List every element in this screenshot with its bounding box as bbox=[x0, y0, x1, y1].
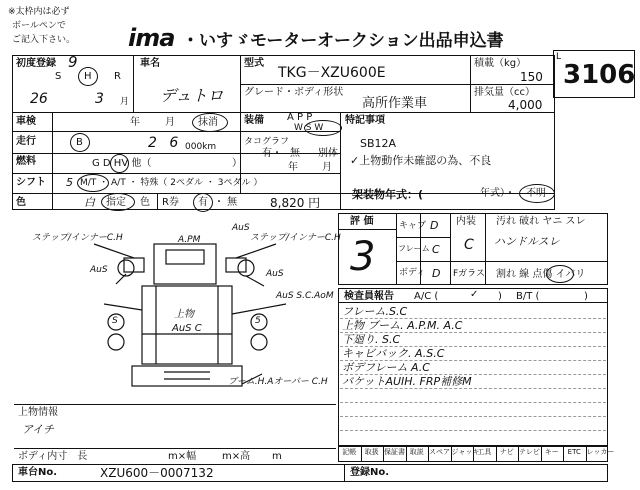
footer-col-label: 記帳 bbox=[342, 448, 357, 456]
lot-number: 3106 bbox=[563, 60, 636, 90]
fuel-label: 燃料 bbox=[16, 156, 36, 167]
footer-col-divider bbox=[586, 446, 587, 462]
ima-logo: ima bbox=[128, 24, 175, 52]
interior-grade: C bbox=[464, 237, 474, 253]
footer-col-label: テレビ bbox=[519, 448, 540, 456]
inspection-year: 年 bbox=[130, 117, 140, 128]
recycle-have-circle bbox=[193, 193, 213, 212]
top-note-3: ご記入下さい。 bbox=[12, 35, 76, 45]
footer-col-divider bbox=[361, 446, 362, 462]
bt-label: B/T ( bbox=[516, 291, 540, 302]
displacement-value: 4,000 bbox=[508, 98, 543, 112]
shift-speed: 5 bbox=[66, 176, 73, 189]
footer-col-label: キー bbox=[544, 448, 559, 456]
body-check-label-body: ボディ bbox=[399, 268, 426, 278]
color-designated: 指定 bbox=[106, 197, 126, 208]
footer-col-divider bbox=[541, 446, 542, 462]
interior-notes-header: 汚れ 破れ ヤニ スレ bbox=[496, 216, 586, 227]
footer-col-divider bbox=[473, 446, 474, 462]
body-check-label-cab: キャブ bbox=[399, 221, 427, 231]
label-upper: 上物 bbox=[174, 309, 194, 320]
footer-col-label: 取扱 bbox=[364, 448, 379, 456]
upper-info-label: 上物情報 bbox=[18, 407, 58, 418]
tacho-none: 無 bbox=[290, 148, 300, 159]
footer-col-divider bbox=[496, 446, 497, 462]
special-label: 特記事項 bbox=[345, 115, 385, 126]
era-h: H bbox=[84, 71, 92, 82]
recycle-none: ・ 無 bbox=[214, 197, 238, 208]
top-note-2: ボールペンで bbox=[12, 21, 66, 31]
special-line2: ✓上物動作未確認の為、不良 bbox=[350, 154, 492, 167]
model-label: 型式 bbox=[244, 58, 264, 69]
report-line: 下廻り. S.C bbox=[342, 333, 401, 346]
report-line: 上物 ブーム. A.P.M. A.C bbox=[342, 319, 463, 332]
report-line: ボデフレーム A.C bbox=[342, 361, 430, 374]
fuel-options: G D HV 他（ bbox=[92, 158, 152, 169]
evaluation-score: 3 bbox=[350, 234, 376, 280]
interior-label: 内装 bbox=[456, 216, 476, 227]
footer-col-label: ジャッキ bbox=[451, 448, 480, 456]
footer-col-label: レッカー bbox=[586, 448, 615, 456]
form-title: ・いすゞモーターオークション出品申込書 bbox=[182, 31, 504, 51]
label-boom: ブーム.H.Aオーバー C.H bbox=[228, 377, 328, 387]
recycle-label: R券 bbox=[162, 197, 179, 208]
label-apm: A.PM bbox=[178, 235, 201, 245]
recycle-amount: 8,820 円 bbox=[270, 196, 321, 210]
label-wheel-s: S bbox=[112, 316, 118, 326]
capacity-label: 積載（kg） bbox=[474, 58, 527, 69]
mileage-unit: 000km bbox=[185, 142, 217, 152]
first-reg-hand: 9 bbox=[68, 53, 78, 71]
era-r: R bbox=[114, 71, 121, 82]
color-designated-circle bbox=[101, 193, 135, 211]
tacho-separate: 別体 bbox=[318, 148, 338, 159]
inspector-label: 検査員報告 bbox=[344, 291, 394, 302]
wheel-rear-left-1 bbox=[108, 334, 124, 350]
upper-info-value: アイチ bbox=[22, 423, 55, 436]
tacho-have: 有・ bbox=[262, 148, 282, 159]
rear-outline bbox=[132, 366, 242, 386]
label-au5-right: AuS bbox=[266, 269, 284, 279]
equipment-sub: W S W bbox=[294, 123, 324, 133]
registration-label: 登録No. bbox=[350, 467, 390, 478]
removable-unknown: 不明 bbox=[526, 188, 546, 199]
footer-col-divider bbox=[563, 446, 564, 462]
label-au5-top: AuS bbox=[232, 223, 250, 233]
model-value: TKG－XZU600E bbox=[278, 65, 386, 81]
footer-col-divider bbox=[451, 446, 452, 462]
footer-col-label: ETC bbox=[567, 448, 581, 456]
first-reg-label: 初度登録 bbox=[16, 58, 56, 69]
displacement-label: 排気量（cc） bbox=[474, 87, 535, 98]
color-value: 白 bbox=[84, 196, 95, 209]
shift-options: M/T ・ A/T ・ 特殊（ 2ペダル ・ 3ペダル ） bbox=[80, 178, 263, 188]
shift-mt-circle bbox=[77, 174, 109, 192]
footer-col-label: 取説 bbox=[409, 448, 424, 456]
color-kind: 色 bbox=[140, 197, 150, 208]
body-dims-h: m×高 bbox=[222, 451, 251, 462]
ac-value: ✓ bbox=[470, 289, 479, 300]
label-au5-left: AuS bbox=[90, 265, 108, 275]
interior-notes-hand: ハンドルスレ bbox=[494, 235, 560, 248]
glass-label: Fガラス bbox=[453, 269, 485, 279]
body-check-label-frame: フレーム bbox=[398, 244, 430, 253]
bt-close: ) bbox=[584, 291, 588, 302]
report-line: フレーム.S.C bbox=[342, 305, 408, 318]
inspection-label: 車検 bbox=[16, 116, 36, 127]
era-h-circle bbox=[78, 67, 98, 86]
equipment-items: A P P bbox=[287, 112, 313, 123]
fuel-d-circle bbox=[110, 154, 129, 173]
body-check-grade-cab: D bbox=[430, 219, 439, 232]
inspection-status: 抹消 bbox=[198, 117, 218, 128]
body-dims-w: m×幅 bbox=[168, 451, 197, 462]
equipment-circle bbox=[304, 120, 342, 136]
footer-col-label: スペア bbox=[429, 448, 450, 456]
footer-col-divider bbox=[383, 446, 384, 462]
first-reg-year: 26 bbox=[30, 91, 48, 107]
removable-unknown-circle bbox=[519, 184, 555, 203]
cab-window bbox=[166, 250, 204, 264]
mileage-mark: B bbox=[76, 137, 83, 148]
mileage-value: 2 6 bbox=[148, 135, 183, 151]
mileage-label: 走行 bbox=[16, 136, 36, 147]
removable-year: 年式）・ bbox=[480, 188, 515, 199]
mileage-mark-circle bbox=[70, 133, 90, 152]
removable-label: 架装物年式：( bbox=[352, 188, 424, 201]
body-dims-unit: m bbox=[272, 451, 282, 462]
inspection-status-circle bbox=[192, 113, 228, 132]
glass-options: 割れ 線 点傷 イバリ bbox=[496, 269, 586, 280]
footer-col-label: ナビ bbox=[499, 448, 514, 456]
ac-label: A/C ( bbox=[414, 291, 439, 302]
footer-col-divider bbox=[428, 446, 429, 462]
body-dims-label: ボディ内寸 長 bbox=[18, 451, 88, 462]
special-line1: SB12A bbox=[360, 137, 397, 150]
glass-circle bbox=[546, 265, 574, 283]
recycle-have: 有 bbox=[198, 197, 208, 208]
lot-prefix: L bbox=[556, 52, 562, 62]
grade-label: グレード・ボディ形状 bbox=[244, 87, 344, 98]
vehicle-damage-diagram bbox=[14, 214, 341, 404]
evaluation-label: 評 価 bbox=[350, 216, 374, 227]
label-wheel-5: 5 bbox=[255, 316, 261, 326]
car-name-label: 車名 bbox=[140, 58, 160, 69]
fuel-close: ） bbox=[232, 158, 242, 169]
grade-value: 高所作業車 bbox=[362, 96, 428, 111]
shift-label: シフト bbox=[16, 177, 46, 188]
label-step-right: ステップ/インナーC.H bbox=[250, 233, 341, 243]
body-check-grade-body: D bbox=[432, 267, 441, 280]
tachograph-label: タコグラフ bbox=[244, 137, 290, 147]
era-s: S bbox=[55, 71, 62, 82]
body-check-grade-frame: C bbox=[432, 243, 440, 256]
tacho-year: 年 bbox=[288, 162, 298, 173]
label-upper2: AuS C bbox=[172, 323, 202, 334]
footer-col-label: 保証書 bbox=[384, 448, 405, 456]
ac-close: ) bbox=[498, 291, 502, 302]
car-name-value: デュトロ bbox=[160, 86, 224, 105]
top-note-1: ※太枠内は必ず bbox=[8, 7, 70, 17]
report-line: バケットAUIH. FRP補修M bbox=[342, 375, 472, 388]
wheel-rear-right-1 bbox=[251, 334, 267, 350]
footer-col-divider bbox=[518, 446, 519, 462]
equipment-label: 装備 bbox=[244, 115, 264, 126]
report-line: キャビバック. A.S.C bbox=[342, 347, 445, 360]
color-label: 色 bbox=[16, 197, 26, 208]
tacho-month: 月 bbox=[322, 162, 332, 173]
chassis-value: XZU600－0007132 bbox=[100, 466, 214, 480]
capacity-value: 150 bbox=[520, 70, 543, 84]
wheel-front-left bbox=[118, 260, 134, 276]
inspection-month: 月 bbox=[165, 117, 175, 128]
label-step-left: ステップ/インナーC.H bbox=[32, 233, 123, 243]
label-au5-frame: AuS S.C.AoM bbox=[276, 291, 334, 301]
footer-col-label: 工具 bbox=[477, 448, 492, 456]
footer-col-divider bbox=[406, 446, 407, 462]
first-reg-month-suffix: 月 bbox=[120, 97, 130, 107]
chassis-label: 車台No. bbox=[18, 467, 58, 478]
first-reg-month: 3 bbox=[95, 91, 104, 107]
